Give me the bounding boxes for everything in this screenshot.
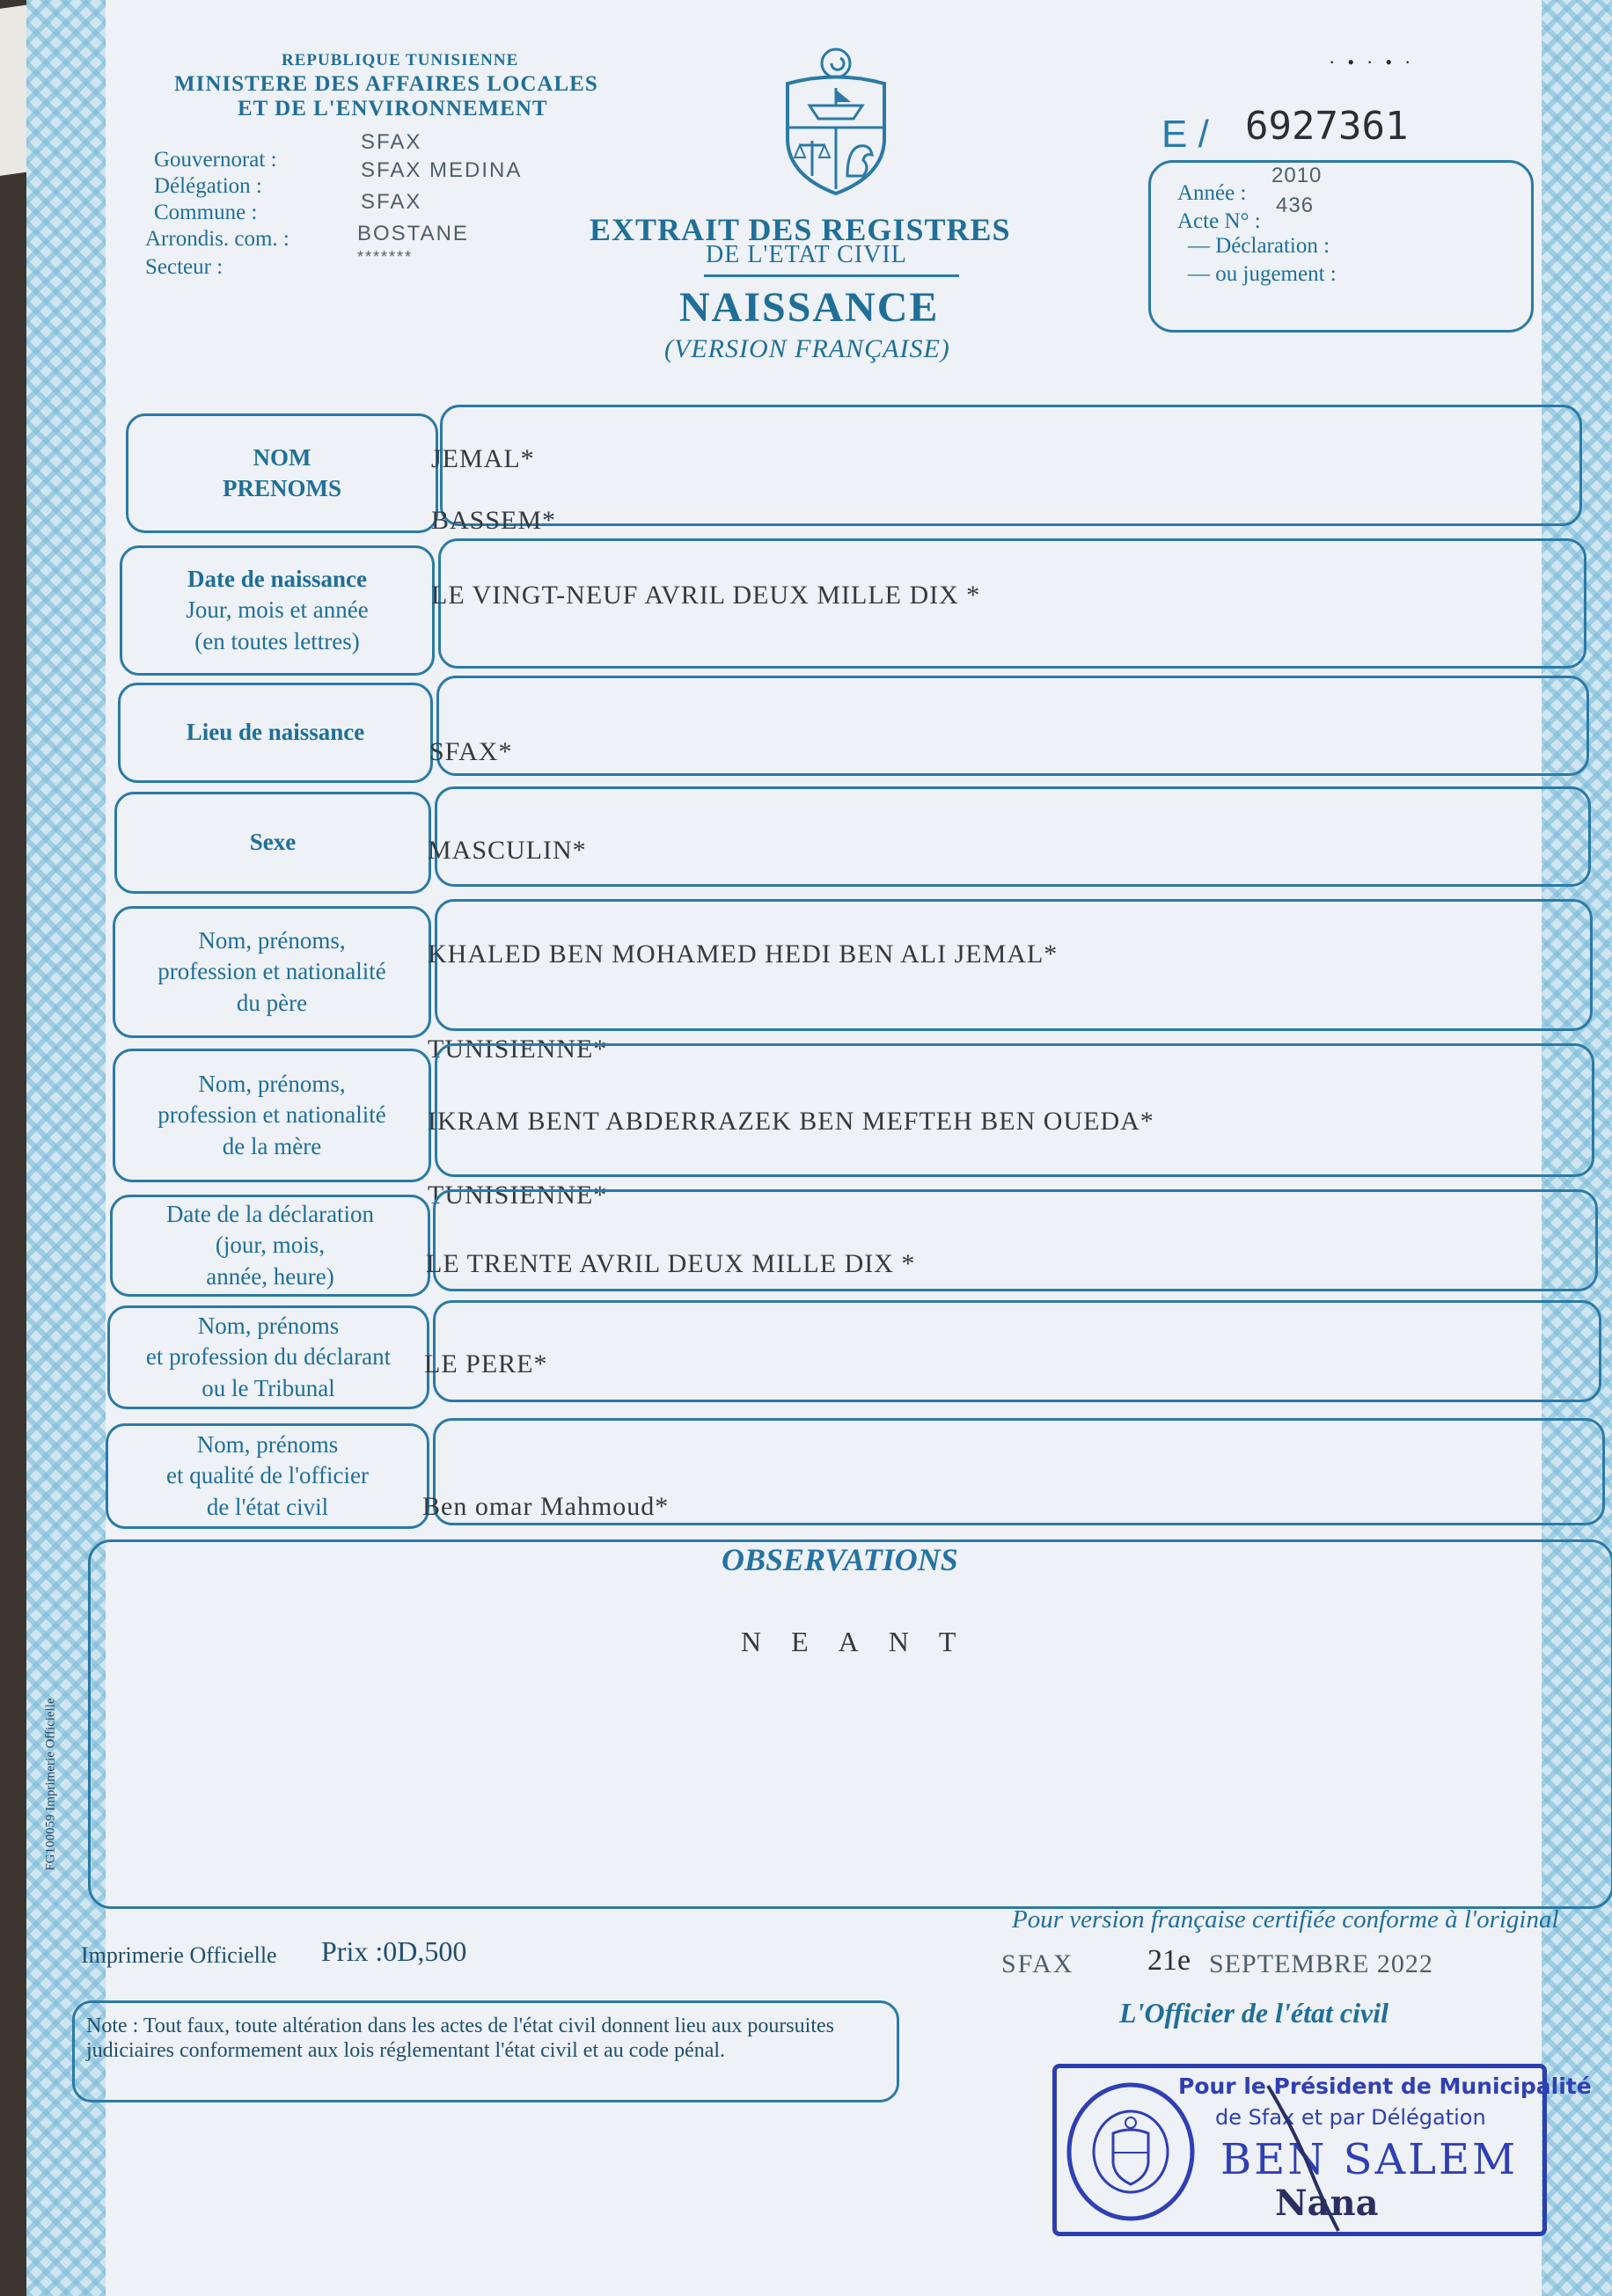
value-prenom: BASSEM* xyxy=(431,506,557,535)
value-box-declarant xyxy=(433,1300,1601,1402)
label-line: du père xyxy=(236,989,308,1016)
coat-of-arms-icon xyxy=(770,44,902,198)
ministry-line1: MINISTERE DES AFFAIRES LOCALES xyxy=(174,72,598,96)
label-line: profession et nationalité xyxy=(158,1101,386,1129)
date-day: 21e xyxy=(1147,1944,1191,1977)
stamp-line1: Pour le Président de Municipalité xyxy=(1178,2073,1592,2099)
municipal-seal-icon xyxy=(1064,2079,1198,2225)
label-nom-prenoms xyxy=(126,413,438,533)
label-line: et qualité de l'officier xyxy=(165,1462,369,1489)
label-line: de la mère xyxy=(222,1132,322,1159)
stamp-name: BEN SALEM xyxy=(1220,2135,1519,2184)
label-line: profession et nationalité xyxy=(158,958,386,985)
label-line: PRENOMS xyxy=(223,475,341,501)
value-pere-nationalite: TUNISIENNE* xyxy=(428,1035,608,1064)
label-date-declaration xyxy=(110,1195,430,1297)
field-value: SFAX xyxy=(361,190,422,214)
label-date-naissance xyxy=(120,545,435,676)
stamp-line2: de Sfax et par Délégation xyxy=(1215,2105,1486,2130)
observations-content: NEANT xyxy=(741,1626,986,1657)
jugement-label: — ou jugement : xyxy=(1188,262,1337,286)
value-lieu: SFAX* xyxy=(429,737,513,766)
label-line: et profession du déclarant xyxy=(145,1343,392,1371)
field-value: ******* xyxy=(357,248,414,266)
label-line: de l'état civil xyxy=(206,1493,329,1520)
field-value: SFAX xyxy=(361,130,422,154)
label-line: Nom, prénoms xyxy=(196,1431,339,1459)
value-nom: JEMAL* xyxy=(431,444,535,473)
value-officier: Ben omar Mahmoud* xyxy=(422,1492,670,1521)
annee-label: Année : xyxy=(1177,181,1247,205)
label-pere xyxy=(113,906,431,1038)
label-declarant xyxy=(107,1305,429,1409)
title-divider xyxy=(704,274,959,277)
document-subtitle: DE L'ETAT CIVIL xyxy=(706,241,907,268)
label-line: année, heure) xyxy=(206,1262,334,1290)
value-box-sexe xyxy=(435,786,1591,887)
observations-title: OBSERVATIONS xyxy=(722,1542,958,1577)
label-mere xyxy=(113,1049,431,1182)
label-officier xyxy=(106,1423,429,1529)
annee-value: 2010 xyxy=(1271,164,1323,187)
label-lieu-naissance xyxy=(118,683,433,783)
document-title: EXTRAIT DES REGISTRES xyxy=(590,212,1011,247)
value-date-declaration: LE TRENTE AVRIL DEUX MILLE DIX * xyxy=(426,1249,916,1278)
acte-label: Acte N° : xyxy=(1177,209,1261,233)
price-label: Prix :0D,500 xyxy=(321,1935,467,1967)
field-label: Gouvernorat : xyxy=(154,148,277,172)
observations-box xyxy=(88,1539,1612,1909)
printer-label: Imprimerie Officielle xyxy=(81,1942,277,1968)
value-pere: KHALED BEN MOHAMED HEDI BEN ALI JEMAL* xyxy=(428,940,1059,969)
birth-certificate xyxy=(26,0,1612,2296)
certification-text: Pour version française certifiée conforme à l'original xyxy=(1012,1905,1559,1934)
value-box-nom xyxy=(440,405,1582,526)
value-mere-nationalite: TUNISIENNE* xyxy=(428,1181,608,1210)
field-label: Délégation : xyxy=(154,174,262,198)
value-sexe: MASCULIN* xyxy=(428,836,587,865)
label-line: (en toutes lettres) xyxy=(194,627,360,654)
field-value: BOSTANE xyxy=(357,222,469,245)
value-box-lieu xyxy=(436,676,1589,776)
label-line: Date de naissance xyxy=(187,566,367,593)
label-line: ou le Tribunal xyxy=(202,1374,335,1401)
field-label: Secteur : xyxy=(145,255,223,279)
label-line: Sexe xyxy=(249,829,297,856)
stamp-signature: Nana xyxy=(1275,2183,1379,2224)
republic-label: REPUBLIQUE TUNISIENNE xyxy=(282,51,519,69)
label-line: Nom, prénoms, xyxy=(198,1071,346,1098)
ink-dots: ·•·•· xyxy=(1329,51,1424,73)
field-label: Arrondis. com. : xyxy=(145,227,289,251)
label-line: Date de la déclaration xyxy=(165,1201,375,1228)
ministry-line2: ET DE L'ENVIRONNEMENT xyxy=(238,97,548,121)
document-type: NAISSANCE xyxy=(679,284,940,331)
value-date-naissance: LE VINGT-NEUF AVRIL DEUX MILLE DIX * xyxy=(431,581,981,610)
serial-number: 6927361 xyxy=(1245,104,1409,149)
acte-value: 436 xyxy=(1276,194,1315,217)
official-stamp xyxy=(1052,2064,1592,2236)
declaration-label: — Déclaration : xyxy=(1188,234,1330,258)
label-line: NOM xyxy=(253,443,311,471)
label-line: Lieu de naissance xyxy=(186,719,365,746)
field-label: Commune : xyxy=(154,201,258,224)
value-declarant: LE PERE* xyxy=(424,1349,548,1378)
date-month-year: SEPTEMBRE 2022 xyxy=(1209,1949,1433,1978)
field-value: SFAX MEDINA xyxy=(361,158,523,182)
value-mere: IKRAM BENT ABDERRAZEK BEN MEFTEH BEN OUEDA* xyxy=(428,1107,1154,1136)
side-print: FG100059 Imprimerie Officielle xyxy=(43,1698,58,1871)
document-version: (VERSION FRANÇAISE) xyxy=(664,334,950,363)
signature-stroke-icon xyxy=(1259,2077,1365,2235)
officer-label: L'Officier de l'état civil xyxy=(1119,1997,1389,2029)
place-label: SFAX xyxy=(1001,1949,1074,1978)
label-line: Nom, prénoms xyxy=(197,1313,340,1340)
label-sexe xyxy=(114,792,431,894)
label-line: (jour, mois, xyxy=(215,1232,326,1259)
serial-prefix: E / xyxy=(1161,113,1209,156)
label-line: Jour, mois et année xyxy=(186,596,369,624)
label-line: Nom, prénoms, xyxy=(198,927,346,954)
legal-note: Note : Tout faux, toute altération dans les actes de l'état civil donnent lieu aux poursuites judiciaires conformement aux lois réglementant l'état civil et au code pénal. xyxy=(86,2014,834,2062)
